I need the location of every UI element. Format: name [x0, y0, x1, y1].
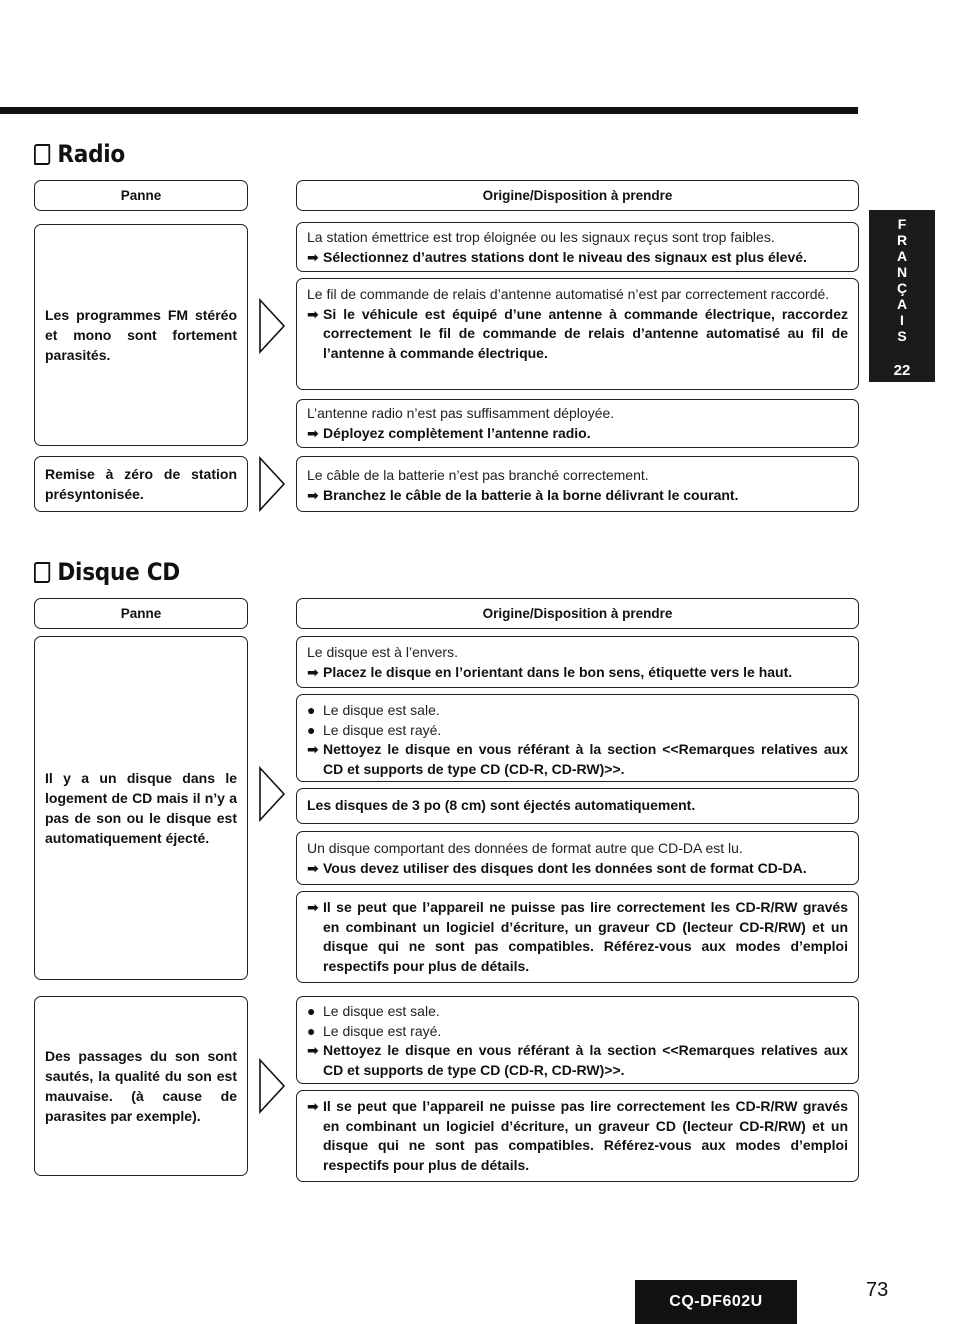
checkbox-square-icon [34, 562, 50, 583]
tab-letter: F [897, 216, 907, 232]
tab-letter: I [900, 312, 904, 328]
arrow-triangle-icon [258, 766, 286, 822]
arrow-triangle-icon [258, 1058, 286, 1114]
arrow-right-icon: ➡ [307, 248, 319, 265]
action-text: Nettoyez le disque en vous référant à la section <<Remarques relatives aux CD et supports de type CD (CD-R, CD-RW)>>. [323, 741, 848, 777]
tab-letter: N [896, 264, 908, 280]
bullet-text: Le disque est sale. [323, 1003, 440, 1019]
cd-problem-2 [34, 996, 248, 1176]
action-text: Il se peut que l’appareil ne puisse pas lire correctement les CD-R/RW gravés en combinant un logiciel d’écriture, un graveur CD (lecteur CD-R/RW) et un disque qui ne sont pas compatibles. Référez-vous aux modes d’emploi respectifs pour plus de détails. [323, 1098, 848, 1173]
radio-title-text: Radio [57, 140, 125, 168]
arrow-right-icon: ➡ [307, 486, 319, 503]
arrow-right-icon: ➡ [307, 424, 319, 441]
cause-text: Le disque est à l’envers. [307, 644, 458, 660]
cd-cause-7 [296, 1090, 859, 1182]
cd-cause-2 [296, 694, 859, 782]
problem-text: Les programmes FM stéréo et mono sont fortement parasités. [45, 307, 237, 363]
arrow-right-icon: ➡ [307, 859, 319, 876]
action-text: Déployez complètement l’antenne radio. [323, 424, 591, 441]
action-text: Il se peut que l’appareil ne puisse pas lire correctement les CD-R/RW gravés en combinant un logiciel d’écriture, un graveur CD (lecteur CD-R/RW) et un disque qui ne sont pas compatibles. Référez-vous aux modes d’emploi respectifs pour plus de détails. [323, 899, 848, 974]
bullet-icon: ● [307, 1022, 316, 1039]
bullet-text: Le disque est rayé. [323, 1022, 442, 1039]
panne-header-label: Panne [120, 606, 162, 621]
tab-letter: Ç [896, 280, 908, 296]
model-text: CQ-DF602U [669, 1293, 763, 1310]
origine-header-label: Origine/Disposition à prendre [482, 188, 673, 203]
arrow-right-icon: ➡ [307, 305, 319, 322]
language-tab [869, 210, 935, 382]
cd-panne-header [34, 598, 248, 629]
checkbox-square-icon [34, 144, 50, 165]
arrow-right-icon: ➡ [307, 1042, 319, 1058]
action-text: Nettoyez le disque en vous référant à la section <<Remarques relatives aux CD et supports de type CD (CD-R, CD-RW)>>. [323, 1042, 848, 1078]
cd-origine-header [296, 598, 859, 629]
cd-cause-6 [296, 996, 859, 1084]
arrow-right-icon: ➡ [307, 741, 319, 757]
radio-cause-3 [296, 399, 859, 448]
action-text: Branchez le câble de la batterie à la borne délivrant le courant. [323, 486, 739, 503]
panne-header-label: Panne [120, 188, 162, 203]
problem-text: Remise à zéro de station présyntonisée. [45, 466, 237, 502]
radio-problem-1 [34, 224, 248, 446]
action-text: Si le véhicule est équipé d’une antenne à commande électrique, raccordez correctement le fil de commande de relais d’antenne automatisé au fil de l’antenne à commande électrique. [323, 305, 848, 361]
bullet-icon: ● [307, 702, 316, 718]
tab-letter: R [896, 232, 908, 248]
tab-letter: S [897, 328, 907, 344]
radio-problem-2 [34, 456, 248, 512]
bullet-icon: ● [307, 1003, 316, 1019]
problem-text: Il y a un disque dans le logement de CD mais il n’y a pas de son ou le disque est automatiquement éjecté. [45, 770, 237, 846]
origine-header-label: Origine/Disposition à prendre [482, 606, 673, 621]
cause-text: Le fil de commande de relais d’antenne automatisé n’est par correctement raccordé. [307, 286, 830, 302]
cd-section-title [34, 558, 180, 586]
cd-title-text: Disque CD [57, 558, 180, 586]
cd-cause-5 [296, 891, 859, 983]
cd-cause-1 [296, 636, 859, 688]
action-text: Vous devez utiliser des disques dont les données sont de format CD-DA. [323, 859, 807, 876]
radio-cause-2 [296, 278, 859, 390]
action-text: Placez le disque en l’orientant dans le bon sens, étiquette vers le haut. [323, 663, 793, 680]
radio-origine-header [296, 180, 859, 211]
radio-cause-4 [296, 456, 859, 512]
tab-page-number: 22 [893, 362, 911, 379]
bullet-icon: ● [307, 721, 316, 738]
page-number: 73 [866, 1279, 889, 1301]
cd-problem-1 [34, 636, 248, 980]
cause-text: Un disque comportant des données de format autre que CD-DA est lu. [307, 840, 743, 856]
cause-text: Les disques de 3 po (8 cm) sont éjectés automatiquement. [307, 797, 696, 813]
radio-cause-1 [296, 222, 859, 272]
action-text: Sélectionnez d’autres stations dont le niveau des signaux est plus élevé. [323, 248, 807, 265]
tab-letter: A [896, 248, 908, 264]
model-label [635, 1280, 797, 1324]
arrow-right-icon: ➡ [307, 663, 319, 680]
tab-letter: A [896, 296, 908, 312]
radio-panne-header [34, 180, 248, 211]
arrow-triangle-icon [258, 456, 286, 512]
cd-cause-4 [296, 831, 859, 885]
radio-section-title [34, 140, 125, 168]
arrow-triangle-icon [258, 298, 286, 354]
cause-text: Le câble de la batterie n’est pas branché correctement. [307, 467, 649, 483]
cause-text: L’antenne radio n’est pas suffisamment déployée. [307, 405, 615, 421]
cd-cause-3 [296, 788, 859, 824]
arrow-right-icon: ➡ [307, 1098, 319, 1114]
top-rule [0, 107, 858, 114]
bullet-text: Le disque est rayé. [323, 721, 442, 738]
arrow-right-icon: ➡ [307, 899, 319, 915]
bullet-text: Le disque est sale. [323, 702, 440, 718]
problem-text: Des passages du son sont sautés, la qualité du son est mauvaise. (à cause de parasites par exemple). [45, 1048, 237, 1124]
cause-text: La station émettrice est trop éloignée ou les signaux reçus sont trop faibles. [307, 229, 775, 245]
